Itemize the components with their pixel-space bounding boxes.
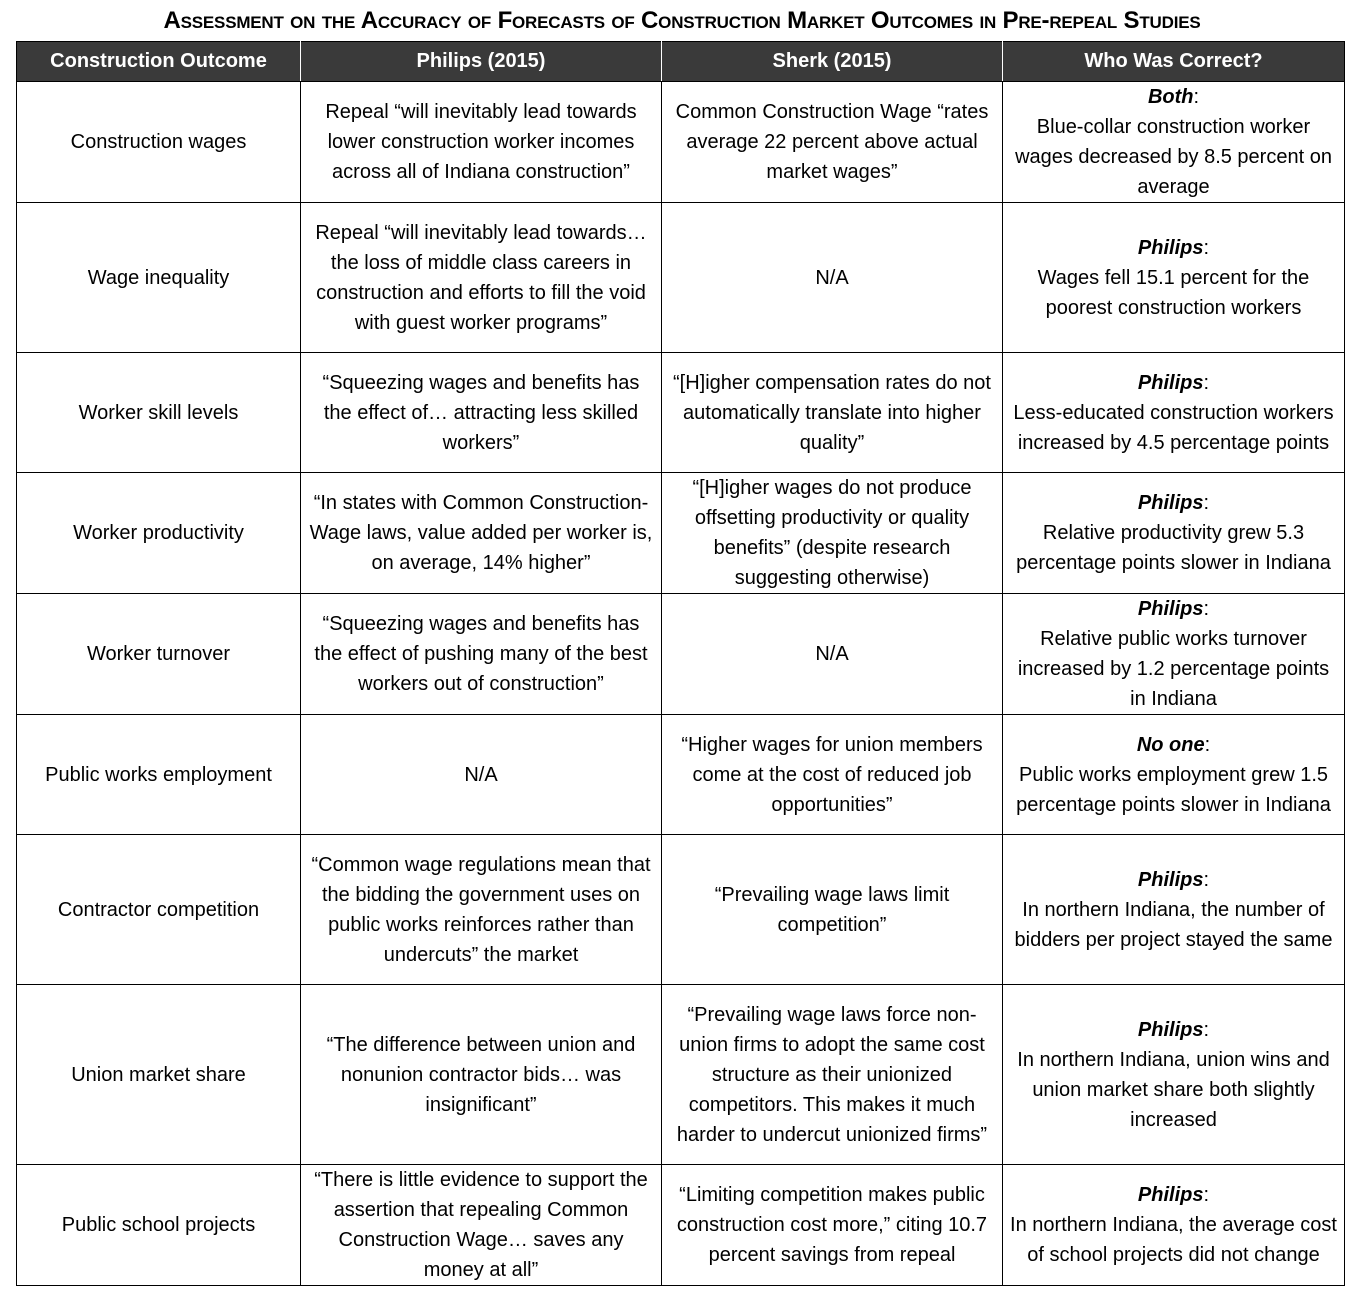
verdict-label: Philips xyxy=(1137,1184,1204,1206)
outcome-cell: Contractor competition xyxy=(17,835,301,985)
sherk-cell: N/A xyxy=(662,594,1003,715)
verdict-cell: Philips: In northern Indiana, union wins and union market share both slightly increased xyxy=(1003,985,1345,1165)
table-row xyxy=(17,473,1345,594)
verdict-detail: Blue-collar construction worker wages decreased by 8.5 percent on average xyxy=(1015,116,1332,198)
table-row xyxy=(17,594,1345,715)
verdict-detail: In northern Indiana, union wins and union market share both slightly increased xyxy=(1017,1048,1330,1131)
table-row xyxy=(17,1165,1345,1286)
table-row xyxy=(17,835,1345,985)
outcome-cell: Public school projects xyxy=(17,1165,301,1286)
outcome-cell: Public works employment xyxy=(17,715,301,835)
philips-cell: “The difference between union and nonunion contractor bids… was insignificant” xyxy=(301,985,662,1165)
sherk-cell: “Limiting competition makes public construction cost more,” citing 10.7 percent savings from repeal xyxy=(662,1165,1003,1286)
verdict-cell: Philips: In northern Indiana, the number of bidders per project stayed the same xyxy=(1003,835,1345,985)
header-construction-outcome: Construction Outcome xyxy=(17,42,301,82)
verdict-detail: Relative public works turnover increased by 1.2 percentage points in Indiana xyxy=(1017,628,1330,710)
sherk-cell: Common Construction Wage “rates average 22 percent above actual market wages” xyxy=(662,82,1003,203)
table-header-row xyxy=(17,42,1345,82)
philips-cell: N/A xyxy=(301,715,662,835)
table-row xyxy=(17,203,1345,353)
header-philips: Philips (2015) xyxy=(301,42,662,82)
verdict-label: Both xyxy=(1147,86,1194,108)
philips-cell: Repeal “will inevitably lead towards lower construction worker incomes across all of Indiana construction” xyxy=(301,82,662,203)
verdict-detail: In northern Indiana, the number of bidders per project stayed the same xyxy=(1014,898,1333,951)
outcome-cell: Union market share xyxy=(17,985,301,1165)
outcome-cell: Worker skill levels xyxy=(17,353,301,473)
sherk-cell: N/A xyxy=(662,203,1003,353)
verdict-cell: Philips: Less-educated construction workers increased by 4.5 percentage points xyxy=(1003,353,1345,473)
sherk-cell: “[H]igher wages do not produce offsetting productivity or quality benefits” (despite research suggesting otherwise) xyxy=(662,473,1003,594)
philips-cell: Repeal “will inevitably lead towards… the loss of middle class careers in construction and efforts to fill the void with guest worker programs” xyxy=(301,203,662,353)
verdict-label: Philips xyxy=(1137,371,1204,394)
verdict-label: Philips xyxy=(1137,236,1204,259)
sherk-cell: “[H]igher compensation rates do not automatically translate into higher quality” xyxy=(662,353,1003,473)
verdict-label: Philips xyxy=(1137,1018,1204,1041)
verdict-detail: Wages fell 15.1 percent for the poorest construction workers xyxy=(1037,266,1310,319)
sherk-cell: “Prevailing wage laws force non-union firms to adopt the same cost structure as their unionized competitors. This makes it much harder to undercut unionized firms” xyxy=(662,985,1003,1165)
outcome-cell: Worker productivity xyxy=(17,473,301,594)
table-row xyxy=(17,353,1345,473)
outcome-cell: Wage inequality xyxy=(17,203,301,353)
verdict-cell: Philips: In northern Indiana, the average cost of school projects did not change xyxy=(1003,1165,1345,1286)
table-row xyxy=(17,82,1345,203)
header-sherk: Sherk (2015) xyxy=(662,42,1003,82)
verdict-label: Philips xyxy=(1137,868,1204,891)
verdict-cell: Philips: Relative productivity grew 5.3 percentage points slower in Indiana xyxy=(1003,473,1345,594)
page-title: Assessment on the Accuracy of Forecasts of Construction Market Outcomes in Pre-repeal Studies xyxy=(163,7,1201,34)
verdict-cell: Philips: Wages fell 15.1 percent for the poorest construction workers xyxy=(1003,203,1345,353)
forecast-assessment-table xyxy=(16,41,1345,1286)
verdict-detail: Relative productivity grew 5.3 percentage points slower in Indiana xyxy=(1016,522,1331,574)
philips-cell: “Squeezing wages and benefits has the effect of pushing many of the best workers out of construction” xyxy=(301,594,662,715)
verdict-label: No one xyxy=(1136,733,1205,756)
outcome-cell: Construction wages xyxy=(17,82,301,203)
verdict-label: Philips xyxy=(1137,598,1204,620)
verdict-cell: Philips: Relative public works turnover increased by 1.2 percentage points in Indiana xyxy=(1003,594,1345,715)
sherk-cell: “Higher wages for union members come at the cost of reduced job opportunities” xyxy=(662,715,1003,835)
philips-cell: “Squeezing wages and benefits has the effect of… attracting less skilled workers” xyxy=(301,353,662,473)
verdict-cell: No one: Public works employment grew 1.5 percentage points slower in Indiana xyxy=(1003,715,1345,835)
table-row xyxy=(17,715,1345,835)
verdict-label: Philips xyxy=(1137,492,1204,514)
philips-cell: “Common wage regulations mean that the bidding the government uses on public works reinforces rather than undercuts” the market xyxy=(301,835,662,985)
verdict-cell: Both: Blue-collar construction worker wages decreased by 8.5 percent on average xyxy=(1003,82,1345,203)
philips-cell: “There is little evidence to support the assertion that repealing Common Construction Wage… saves any money at all” xyxy=(301,1165,662,1286)
header-who-was-correct: Who Was Correct? xyxy=(1003,42,1345,82)
verdict-detail: In northern Indiana, the average cost of school projects did not change xyxy=(1010,1214,1337,1266)
outcome-cell: Worker turnover xyxy=(17,594,301,715)
sherk-cell: “Prevailing wage laws limit competition” xyxy=(662,835,1003,985)
verdict-detail: Public works employment grew 1.5 percentage points slower in Indiana xyxy=(1016,763,1331,816)
table-row xyxy=(17,985,1345,1165)
verdict-detail: Less-educated construction workers increased by 4.5 percentage points xyxy=(1013,401,1334,454)
philips-cell: “In states with Common Construction-Wage laws, value added per worker is, on average, 14% higher” xyxy=(301,473,662,594)
